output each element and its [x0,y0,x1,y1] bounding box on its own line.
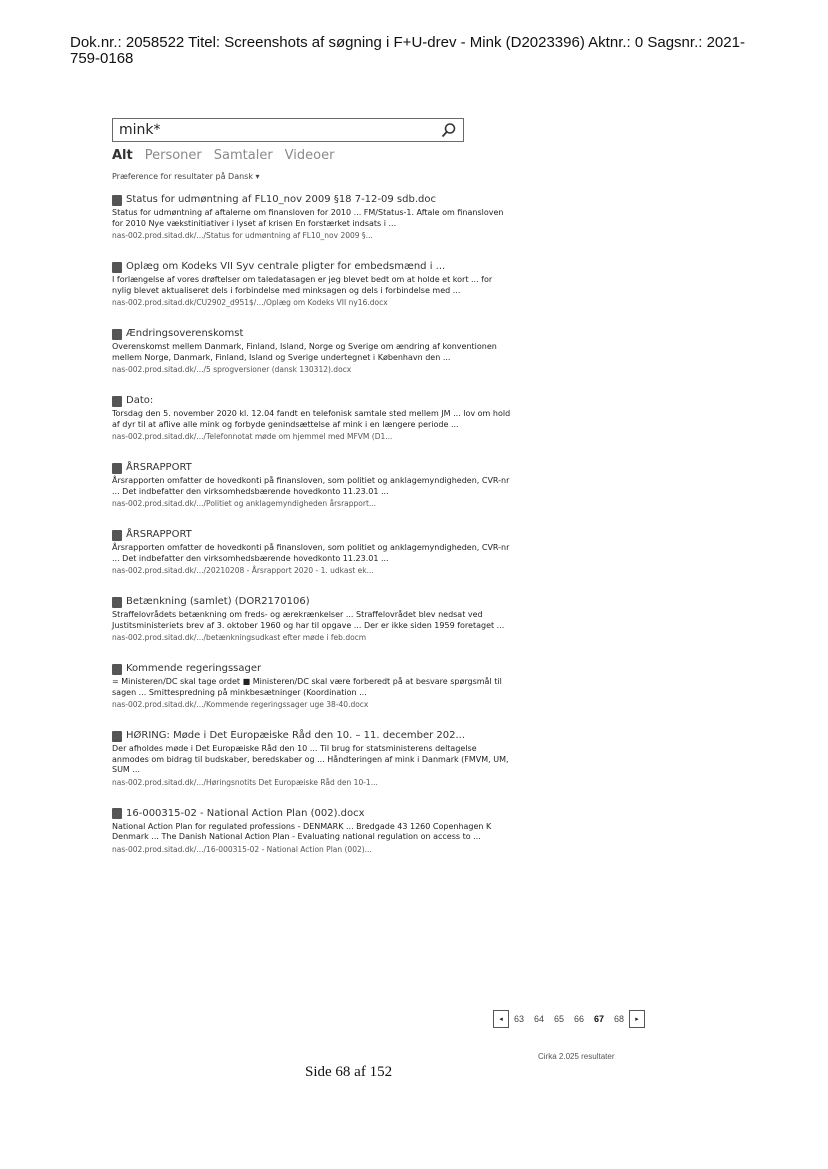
result-url: nas-002.prod.sitad.dk/.../Kommende regeringssager uge 38-40.docx [112,700,369,709]
pagination [493,1010,645,1028]
tab-videos[interactable]: Videoer [284,148,335,163]
page-link[interactable]: 64 [533,1014,544,1024]
page-link[interactable]: 65 [553,1014,564,1024]
result-url: nas-002.prod.sitad.dk/.../16-000315-02 - National Action Plan (002)... [112,844,372,854]
document-icon [112,463,122,474]
result-item [112,461,512,508]
prev-page-button[interactable]: ◂ [493,1010,509,1028]
result-snippet: National Action Plan for regulated professions - DENMARK ... Bredgade 43 1260 Copenhagen K Denmark ... The Danish National Action Plan - Evaluating national regulation on access to ... [112,821,492,841]
search-box[interactable] [112,118,464,142]
page-link[interactable]: 66 [573,1014,584,1024]
result-title[interactable]: 16-000315-02 - National Action Plan (002).docx [126,807,365,819]
result-url: nas-002.prod.sitad.dk/.../betænkningsudkast efter møde i feb.docm [112,633,367,642]
result-url: nas-002.prod.sitad.dk/.../Politiet og anklagemyndigheden årsrapport... [112,499,377,508]
result-title[interactable]: ÅRSRAPPORT [126,529,192,540]
result-title[interactable]: Oplæg om Kodeks VII Syv centrale pligter for embedsmænd i ... [126,261,446,272]
page-link-current[interactable]: 67 [593,1014,604,1024]
search-page [112,118,512,874]
document-icon [112,731,122,742]
page-link[interactable]: 63 [513,1014,524,1024]
result-snippet: I forlængelse af vores drøftelser om taledatasagen er jeg blevet bedt om at holde et kort ... for nylig blevet aktualiseret dels i forbindelse med minksagen og dels i forbindelse med ... [112,275,493,295]
language-preference[interactable]: Præference for resultater på Dansk ▾ [112,172,260,181]
search-icon[interactable] [441,122,457,138]
search-tabs [112,148,512,163]
document-icon [112,262,122,273]
result-title[interactable]: Betænkning (samlet) (DOR2170106) [126,596,310,607]
result-title[interactable]: HØRING: Møde i Det Europæiske Råd den 10. – 11. december 202... [126,730,466,741]
result-item [112,327,512,374]
result-item [112,193,512,240]
result-title[interactable]: ÅRSRAPPORT [126,462,192,473]
result-url: nas-002.prod.sitad.dk/.../5 sprogversioner (dansk 130312).docx [112,365,352,374]
document-icon [112,195,122,206]
result-count: Cirka 2.025 resultater [538,1052,615,1061]
result-item [112,595,512,642]
tab-people[interactable]: Personer [144,148,202,163]
document-icon [112,664,122,675]
result-snippet: Status for udmøntning af aftalerne om finansloven for 2010 ... FM/Status-1. Aftale om finansloven for 2010 Nye vækstinitiativer i lyset af krisen En forstærket indsats i ... [112,208,504,228]
results-list [112,193,512,854]
result-title[interactable]: Ændringsoverenskomst [126,328,244,339]
page-footer: Side 68 af 152 [305,1064,393,1080]
result-title[interactable]: Dato: [126,395,154,406]
result-snippet: Der afholdes møde i Det Europæiske Råd den 10 ... Til brug for statsministerens deltagelse anmodes om bidrag til budskaber, beredskaber og ... Håndteringen af mink i Danmark (FMVM, UM, SUM ... [112,744,509,774]
document-header: Dok.nr.: 2058522 Titel: Screenshots af søgning i F+U-drev - Mink (D2023396) Aktnr.: 0 Sagsnr.: 2021-759-0168 [70,34,745,67]
result-item [112,260,512,307]
document-icon [112,329,122,340]
document-icon [112,808,122,819]
result-item [112,528,512,575]
result-url: nas-002.prod.sitad.dk/.../Høringsnotits Det Europæiske Råd den 10-1... [112,777,378,787]
search-input[interactable] [113,119,433,141]
document-icon [112,530,122,541]
result-title[interactable]: Kommende regeringssager [126,663,262,674]
result-snippet: Overenskomst mellem Danmark, Finland, Island, Norge og Sverige om ændring af konventionen mellem Norge, Danmark, Finland, Island og Sverige undertegnet i København den ... [112,342,497,362]
result-item [112,662,512,709]
result-snippet: Torsdag den 5. november 2020 kl. 12.04 fandt en telefonisk samtale sted mellem JM ... lov om hold af dyr til at aflive alle mink og forbyde genindsættelse af mink i en længere periode ... [112,409,511,429]
tab-all[interactable]: Alt [112,148,133,163]
tab-conversations[interactable]: Samtaler [213,148,273,163]
result-url: nas-002.prod.sitad.dk/CU2902_d951$/.../Oplæg om Kodeks VII ny16.docx [112,298,388,307]
document-icon [112,396,122,407]
result-url: nas-002.prod.sitad.dk/.../20210208 - Årsrapport 2020 - 1. udkast ek... [112,566,374,575]
page-link[interactable]: 68 [613,1014,624,1024]
result-url: nas-002.prod.sitad.dk/.../Telefonnotat møde om hjemmel med MFVM (D1... [112,432,393,441]
result-snippet: Årsrapporten omfatter de hovedkonti på finansloven, som politiet og anklagemyndigheden, CVR-nr ... Det indbefatter den virksomhedsbærende hovedkonto 11.23.01 ... [112,543,510,563]
result-item [112,807,512,854]
result-item [112,394,512,441]
result-snippet: Straffelovrådets betænkning om freds- og ærekrænkelser ... Straffelovrådet blev nedsat ved Justitsministeriets brev af 3. oktober 1960 og har til opgave ... Der er ikke siden 1959 foretaget ... [112,610,505,630]
result-snippet: Årsrapporten omfatter de hovedkonti på finansloven, som politiet og anklagemyndigheden, CVR-nr ... Det indbefatter den virksomhedsbærende hovedkonto 11.23.01 ... [112,476,510,496]
next-page-button[interactable]: ▸ [629,1010,645,1028]
result-item [112,729,512,787]
result-url: nas-002.prod.sitad.dk/.../Status for udmøntning af FL10_nov 2009 §... [112,231,373,240]
result-snippet: = Ministeren/DC skal tage ordet ■ Ministeren/DC skal være forberedt på at besvare spørgsmål til sagen ... Smittespredning på minkbesætninger (Koordination ... [112,677,502,697]
document-icon [112,597,122,608]
result-title[interactable]: Status for udmøntning af FL10_nov 2009 §18 7-12-09 sdb.doc [126,194,436,205]
